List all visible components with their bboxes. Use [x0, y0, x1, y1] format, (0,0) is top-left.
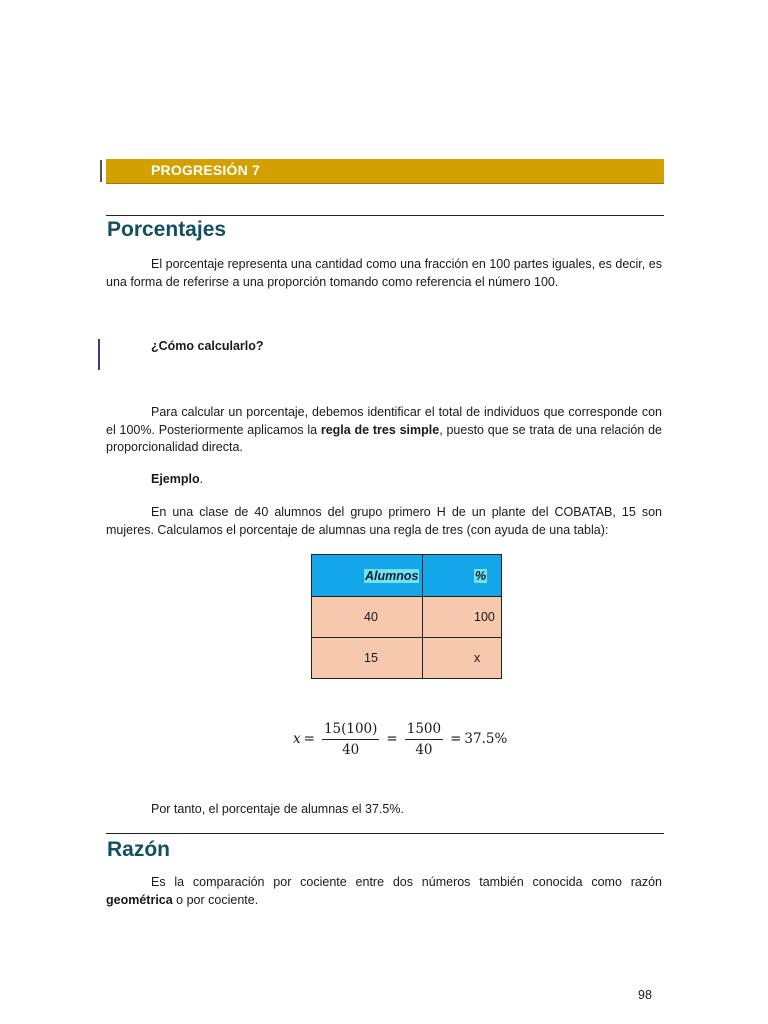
proportion-table — [311, 554, 502, 679]
example-label: Ejemplo — [151, 472, 200, 486]
table-header-row — [312, 555, 502, 597]
progression-banner — [106, 159, 664, 184]
example-label-line — [151, 471, 451, 489]
calc-bold-term: regla de tres simple — [320, 422, 440, 437]
fraction-denominator: 40 — [415, 741, 433, 758]
razon-text-1: Es la comparación por cociente entre dos números también conocida como razón — [151, 875, 662, 889]
formula-equals: = — [386, 731, 398, 747]
formula-equals: = — [450, 731, 462, 747]
fraction-numerator: 1500 — [405, 721, 443, 740]
table-cell: 100 — [474, 610, 495, 624]
header-cell-percent — [423, 555, 502, 597]
intro-paragraph: El porcentaje representa una cantidad como una fracción en 100 partes iguales, es decir, es una forma de referirse a una proporción tomando como referencia el número 100. — [106, 257, 662, 289]
fraction-denominator: 40 — [342, 741, 360, 758]
table-row — [312, 638, 502, 679]
formula-variable: x — [293, 731, 301, 747]
revision-mark — [98, 339, 100, 370]
page-number: 98 — [638, 988, 652, 1002]
calculation-paragraph — [106, 404, 662, 457]
section-divider — [106, 833, 664, 834]
section-heading-porcentajes: Porcentajes — [107, 218, 227, 241]
razon-text-2: o por cociente. — [172, 892, 259, 907]
formula-fraction-1 — [322, 721, 379, 758]
banner-left-mark — [100, 160, 102, 182]
calc-text-1: Para calcular un porcentaje, debemos identificar el total de individuos que corresponde con el 100%. Posteriormente aplicamos la — [106, 405, 662, 437]
banner-title: PROGRESIÓN 7 — [151, 162, 260, 178]
table-cell: 15 — [364, 651, 378, 665]
table-row — [312, 597, 502, 638]
question-heading: ¿Cómo calcularlo? — [151, 339, 264, 353]
example-paragraph: En una clase de 40 alumnos del grupo primero H de un plante del COBATAB, 15 son mujeres. Calculamos el porcentaje de alumnas una regla de tres (con ayuda de una tabla): — [106, 505, 662, 537]
header-alumnos: Alumnos — [365, 568, 419, 583]
table-cell: 40 — [364, 610, 378, 624]
table-cell: x — [474, 651, 481, 665]
header-cell-alumnos — [312, 555, 423, 597]
example-dot: . — [199, 472, 204, 486]
formula-equals: = — [303, 731, 315, 747]
section-heading-razon: Razón — [107, 838, 170, 861]
calc-text-2: , puesto que se trata de una relación de proporcionalidad directa. — [106, 422, 662, 454]
section-divider — [106, 215, 664, 216]
fraction-numerator: 15(100) — [322, 721, 379, 740]
formula-result: 37.5% — [464, 731, 508, 747]
conclusion-paragraph: Por tanto, el porcentaje de alumnas el 37.5%. — [151, 802, 404, 816]
formula-fraction-2 — [405, 721, 443, 758]
razon-paragraph — [106, 874, 662, 909]
percentage-formula — [293, 716, 507, 762]
razon-bold-term: geométrica — [106, 892, 173, 907]
header-percent: % — [475, 568, 487, 583]
